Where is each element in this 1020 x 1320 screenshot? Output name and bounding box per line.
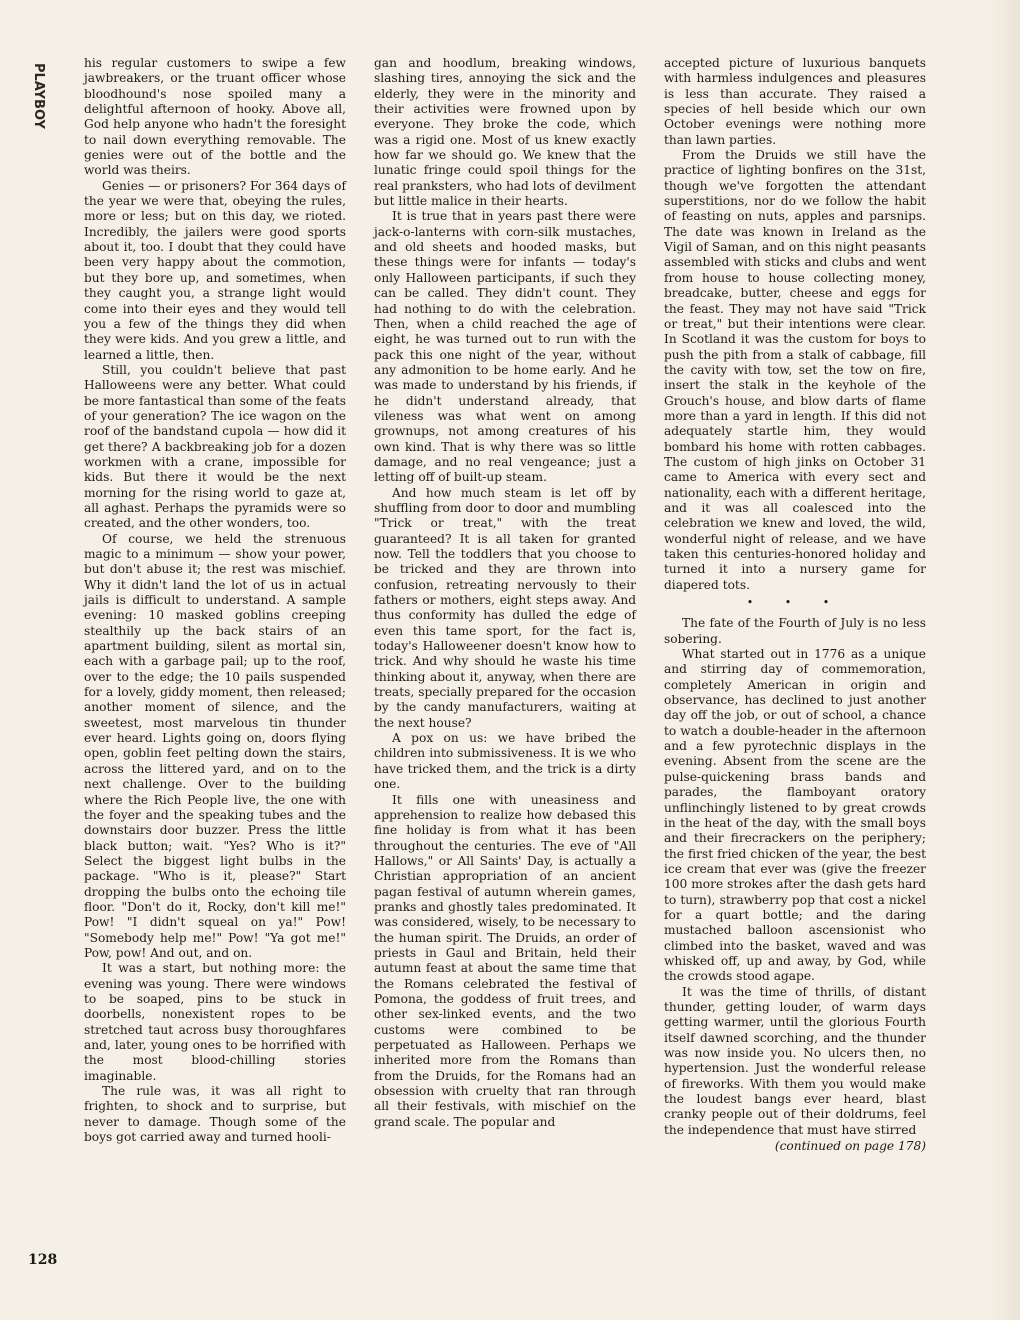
paragraph: The fate of the Fourth of July is no less sobering. xyxy=(664,616,926,646)
paragraph: his regular customers to swipe a few jawbreakers, or the truant officer whose bloodhound's nose spoiled many a delightful afternoon of hooky. Above all, God help anyone who hadn't the foresight to nail down everything removable. The genies were out of the bottle and the world was theirs. xyxy=(84,56,346,178)
paragraph: gan and hoodlum, breaking windows, slashing tires, annoying the sick and the elderly, they were in the minority and their activities were frowned upon by everyone. They broke the code, which was a rigid one. Most of us knew exactly how far we should go. We knew that the lunatic fringe could spoil things for the real pranksters, who had lots of devilment but little malice in their hearts. xyxy=(374,56,636,209)
paragraph: What started out in 1776 as a unique and stirring day of commemoration, completely American in origin and observance, has declined to just another day off the job, or out of school, a chance to watch a double-header in the afternoon and a few pyrotechnic displays in the evening. Absent from the scene are the pulse-quickening brass bands and parades, the flamboyant oratory unflinchingly listened to by great crowds in the heat of the day, with the small boys and their firecrackers on the periphery; the first fried chicken of the year, the best ice cream that ever was (give the freezer 100 more strokes after the dash gets hard to turn), strawberry pop that cost a nickel for a quart bottle; and the daring mustached balloon ascensionist who climbed into the basket, waved and was whisked off, up and away, by God, while the crowds stood agape. xyxy=(664,647,926,984)
paragraph: Of course, we held the strenuous magic to a minimum — show your power, but don't abuse it; the rest was mischief. Why it didn't land the lot of us in actual jails is difficult to understand. A sample evening: 10 masked goblins creeping stealthily up the back stairs of an apartment building, silent as mortal sin, each with a garbage pail; up to the roof, over to the edge; the 10 pails suspended for a lovely, giddy moment, then released; another moment of silence, and the sweetest, most marvelous tin thunder ever heard. Lights going on, doors flying open, goblin feet pelting down the stairs, across the littered yard, and on to the next challenge. Over to the building where the Rich People live, the one with the foyer and the speaking tubes and the downstairs door buzzer. Press the little black button; wait. "Yes? Who is it?" Select the biggest light bulbs in the package. "Who is it, please?" Start dropping the bulbs onto the echoing tile floor. "Don't do it, Rocky, don't kill me!" Pow! "I didn't squeal on ya!" Pow! "Somebody help me!" Pow! "Ya got me!" Pow, pow! And out, and on. xyxy=(84,531,346,960)
continued-note: (continued on page 178) xyxy=(774,1139,926,1154)
paragraph: Still, you couldn't believe that past Halloweens were any better. What could be more fantastical than some of the feats of your generation? The ice wagon on the roof of the bandstand cupola — how did it get there? A backbreaking job for a dozen workmen with a crane, impossible for kids. But there it would be the next morning for the rising world to gaze at, all aghast. Perhaps the pyramids were so created, and the other wonders, too. xyxy=(84,362,346,531)
paragraph: It fills one with uneasiness and apprehension to realize how debased this fine holiday is from what it has been throughout the centuries. The eve of "All Hallows," or All Saints' Day, is actually a Christian appropriation of an ancient pagan festival of autumn wherein games, pranks and ghostly tales predominated. It was considered, wisely, to be necessary to the human spirit. The Druids, an order of priests in Gaul and Britain, held their autumn feast at about the same time that the Romans celebrated the festival of Pomona, the goddess of fruit trees, and other sex-linked events, and the two customs were combined to be perpetuated as Halloween. Perhaps we inherited more from the Romans than from the Druids, for the Romans had an obsession with cruelty that ran through all their festivals, with mischief on the grand scale. The popular and xyxy=(374,792,636,1129)
magazine-title-text: PLAYBOY xyxy=(31,63,46,129)
page-edge-shadow xyxy=(990,0,1020,1320)
paragraph: It was the time of thrills, of distant thunder, getting louder, of warm days getting warmer, until the glorious Fourth itself dawned scorching, and the thunder was now inside you. No ulcers then, no hypertension. Just the wonderful release of fireworks. With them you would make the loudest bangs ever heard, blast cranky people out of their doldrums, feel the independence that must have stirred xyxy=(664,984,926,1137)
paragraph: And how much steam is let off by shuffling from door to door and mumbling "Trick or treat," with the treat guaranteed? It is all taken for granted now. Tell the toddlers that you choose to be tricked and they are thrown into confusion, retreating nervously to their fathers or mothers, eight steps away. And thus conformity has dulled the edge of even this tame sport, for the fact is, today's Halloweener doesn't know how to trick. And why should he waste his time thinking about it, anyway, when there are treats, specially prepared for the occasion by the candy manufacturers, waiting at the next house? xyxy=(374,485,636,730)
article-column-1 xyxy=(84,56,346,1145)
paragraph: It is true that in years past there were jack-o-lanterns with corn-silk mustaches, and old sheets and hooded masks, but these things were for infants — today's only Halloween participants, if such they can be called. They didn't count. They had nothing to do with the celebration. Then, when a child reached the age of eight, he was turned out to run with the pack this one night of the year, without any admonition to be home early. And he was made to understand by his friends, if he didn't understand already, that vileness was what went on among grownups, not among creatures of his own kind. That is why there was so little damage, and no real vengeance; just a letting off of built-up steam. xyxy=(374,209,636,485)
page-number: 128 xyxy=(28,1252,58,1268)
article-column-3 xyxy=(664,56,926,1154)
paragraph: It was a start, but nothing more: the evening was young. There were windows to be soaped, pins to be stuck in doorbells, nonexistent ropes to be stretched taut across busy thoroughfares and, later, young ones to be horrified with the most blood-chilling stories imaginable. xyxy=(84,961,346,1083)
article-column-2 xyxy=(374,56,636,1130)
paragraph: From the Druids we still have the practice of lighting bonfires on the 31st, though we've forgotten the attendant superstitions, nor do we follow the habit of feasting on nuts, apples and parsnips. The date was known in Ireland as the Vigil of Saman, and on this night peasants assembled with sticks and clubs and went from house to house collecting money, breadcake, butter, cheese and eggs for the feast. They may not have said "Trick or treat," but their intentions were clear. In Scotland it was the custom for boys to push the pith from a stalk of cabbage, fill the cavity with tow, set the tow on fire, insert the stalk in the keyhole of the Grouch's house, and blow darts of flame more than a yard in length. If this did not adequately startle him, they would bombard his home with rotten cabbages. The custom of high jinks on October 31 came to America with every sect and nationality, each with a different heritage, and it was all coalesced into the celebration we knew and loved, the wild, wonderful night of release, and we have taken this centuries-honored holiday and turned it into a nursery game for diapered tots. xyxy=(664,148,926,592)
paragraph: The rule was, it was all right to frighten, to shock and to surprise, but never to damage. Though some of the boys got carried away and turned hooli- xyxy=(84,1084,346,1145)
paragraph: accepted picture of luxurious banquets with harmless indulgences and pleasures is less than accurate. They raised a species of hell beside which our own October evenings were nothing more than lawn parties. xyxy=(664,56,926,147)
section-separator: • • • xyxy=(746,596,844,610)
paragraph: Genies — or prisoners? For 364 days of the year we were that, obeying the rules, more or less; but on this day, we rioted. Incredibly, the jailers were good sports about it, too. I doubt that they could have been very happy about the commotion, but they bore up, and sometimes, when they caught you, a strange light would come into their eyes and they would tell you a few of the things they did when they were kids. And you grew a little, and learned a little, then. xyxy=(84,178,346,362)
vertical-magazine-title xyxy=(30,60,46,129)
paragraph: A pox on us: we have bribed the children into submissiveness. It is we who have tricked them, and the trick is a dirty one. xyxy=(374,731,636,792)
